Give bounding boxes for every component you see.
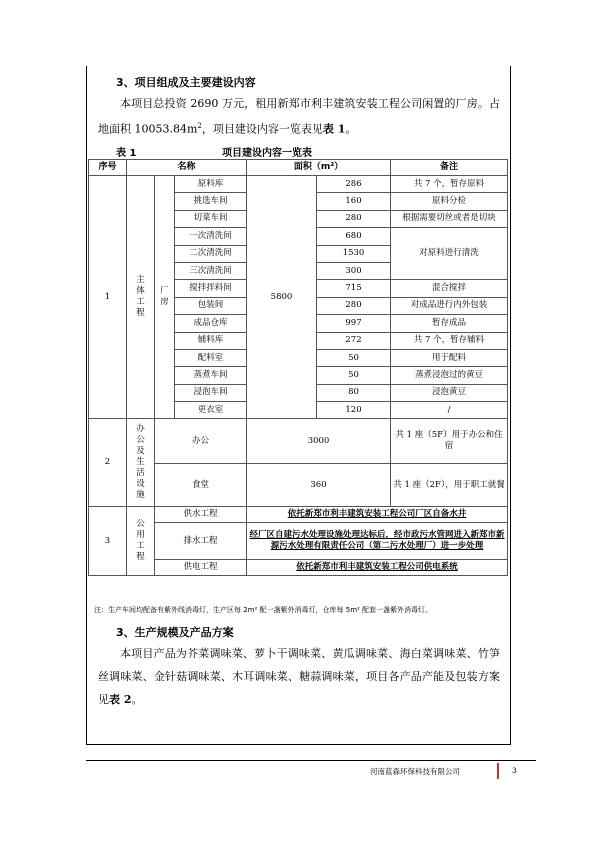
item-remark: 原料分检 (391, 193, 508, 210)
footer-company: 河南蓝森环保科技有限公司 (370, 767, 460, 776)
subcategory-factory: 厂房 (155, 176, 175, 419)
section-heading-production: 3、生产规模及产品方案 (116, 626, 234, 639)
item-area: 272 (317, 332, 391, 349)
total-area: 5800 (247, 176, 317, 419)
header-name: 名称 (127, 160, 247, 176)
construction-content-table (88, 159, 508, 576)
paragraph-products (98, 642, 500, 711)
item-remark: 用于配料 (391, 349, 508, 366)
item-name: 食堂 (155, 464, 247, 507)
item-area: 997 (317, 315, 391, 332)
footer-divider (86, 760, 536, 761)
item-area: 3000 (247, 419, 391, 464)
table-caption-number: 表 1 (116, 148, 137, 159)
item-name: 蒸煮车间 (175, 367, 247, 384)
item-remark: 浸泡黄豆 (391, 384, 508, 401)
item-name: 配料室 (175, 349, 247, 366)
item-name: 切菜车间 (175, 210, 247, 227)
item-area: 715 (317, 280, 391, 297)
item-remark: 根据需要切丝或者是切块 (391, 210, 508, 227)
item-name: 浸泡车间 (175, 384, 247, 401)
item-area: 300 (317, 262, 391, 279)
item-remark: 对成品进行内外包装 (391, 297, 508, 314)
header-no: 序号 (89, 160, 127, 176)
item-area: 280 (317, 297, 391, 314)
table-reference: 表 2 (109, 693, 132, 706)
row-number: 2 (89, 419, 127, 507)
item-area: 680 (317, 228, 391, 245)
table-row (89, 176, 508, 193)
item-area: 286 (317, 176, 391, 193)
item-area: 50 (317, 349, 391, 366)
row-number: 1 (89, 176, 127, 419)
item-name: 办公 (155, 419, 247, 464)
para-text: 。 (345, 122, 357, 136)
footer-accent-bar (497, 763, 499, 779)
item-remark: / (391, 402, 508, 419)
para-text: 本项目产品为芥菜调味菜、萝卜干调味菜、黄瓜调味菜、海白菜调味菜、竹笋丝调味菜、金针菇调味菜、木耳调味菜、糖蒜调味菜，项目各产品产能及包装方案见 (98, 647, 500, 706)
table-row (89, 507, 508, 523)
item-name: 搅拌拌料间 (175, 280, 247, 297)
item-description: 依托新郑市利丰建筑安装工程公司厂区自备水井 (247, 507, 508, 523)
item-remark: 共 7 个，暂存原料 (391, 176, 508, 193)
page-number: 3 (512, 766, 517, 775)
item-remark: 共 7 个，暂存辅料 (391, 332, 508, 349)
header-remark: 备注 (391, 160, 508, 176)
para-text: 。 (131, 693, 143, 706)
table-header-row (89, 160, 508, 176)
item-area: 80 (317, 384, 391, 401)
item-name: 二次清洗间 (175, 245, 247, 262)
superscript: 2 (197, 122, 202, 130)
item-area: 50 (317, 367, 391, 384)
category-utilities: 公用工程 (127, 507, 155, 576)
item-description: 依托新郑市利丰建筑安装工程公司供电系统 (247, 560, 508, 576)
item-area: 360 (247, 464, 391, 507)
item-remark: 暂存成品 (391, 315, 508, 332)
item-name: 供电工程 (155, 560, 247, 576)
paragraph-investment (98, 92, 500, 141)
item-name: 一次清洗间 (175, 228, 247, 245)
section-heading-composition: 3、项目组成及主要建设内容 (116, 76, 256, 89)
row-number: 3 (89, 507, 127, 576)
item-name: 更衣室 (175, 402, 247, 419)
para-text: ，项目建设内容一览表见 (201, 122, 323, 136)
category-office: 办公及生活设施 (127, 419, 155, 507)
item-remark: 共 1 座（5F）用于办公和住宿 (391, 419, 508, 464)
item-remark: 共 1 座（2F），用于职工就餐 (391, 464, 508, 507)
category-main-works: 主体工程 (127, 176, 155, 419)
table-row (89, 419, 508, 464)
para-text: 本项目总投资 2690 万元，租用新郑市利丰建筑安装工程公司闲置的厂房。占地面积 10053.84m (98, 97, 500, 136)
item-name: 包装间 (175, 297, 247, 314)
item-name: 供水工程 (155, 507, 247, 523)
item-area: 160 (317, 193, 391, 210)
item-remark: 混合搅拌 (391, 280, 508, 297)
table-note: 注：生产车间均配备有紫外线消毒灯，生产区每 2m² 配一盏紫外消毒灯，仓库每 5m² 配套一盏紫外消毒灯。 (94, 606, 433, 614)
item-name: 三次清洗间 (175, 262, 247, 279)
table-caption-title: 项目建设内容一览表 (222, 148, 312, 159)
table-reference: 表 1 (322, 122, 346, 136)
item-description: 经厂区自建污水处理设施处理达标后，经市政污水管网进入新郑市新源污水处理有限责任公司（第二污水处理厂）进一步处理 (247, 523, 508, 560)
item-area: 280 (317, 210, 391, 227)
header-area: 面积（m²） (247, 160, 391, 176)
item-area: 1530 (317, 245, 391, 262)
item-remark-washing: 对原料进行清洗 (391, 228, 508, 280)
item-name: 挑选车间 (175, 193, 247, 210)
item-area: 120 (317, 402, 391, 419)
item-name: 原料库 (175, 176, 247, 193)
item-name: 排水工程 (155, 523, 247, 560)
item-name: 辅料库 (175, 332, 247, 349)
item-remark: 蒸煮浸泡过的黄豆 (391, 367, 508, 384)
item-name: 成品仓库 (175, 315, 247, 332)
